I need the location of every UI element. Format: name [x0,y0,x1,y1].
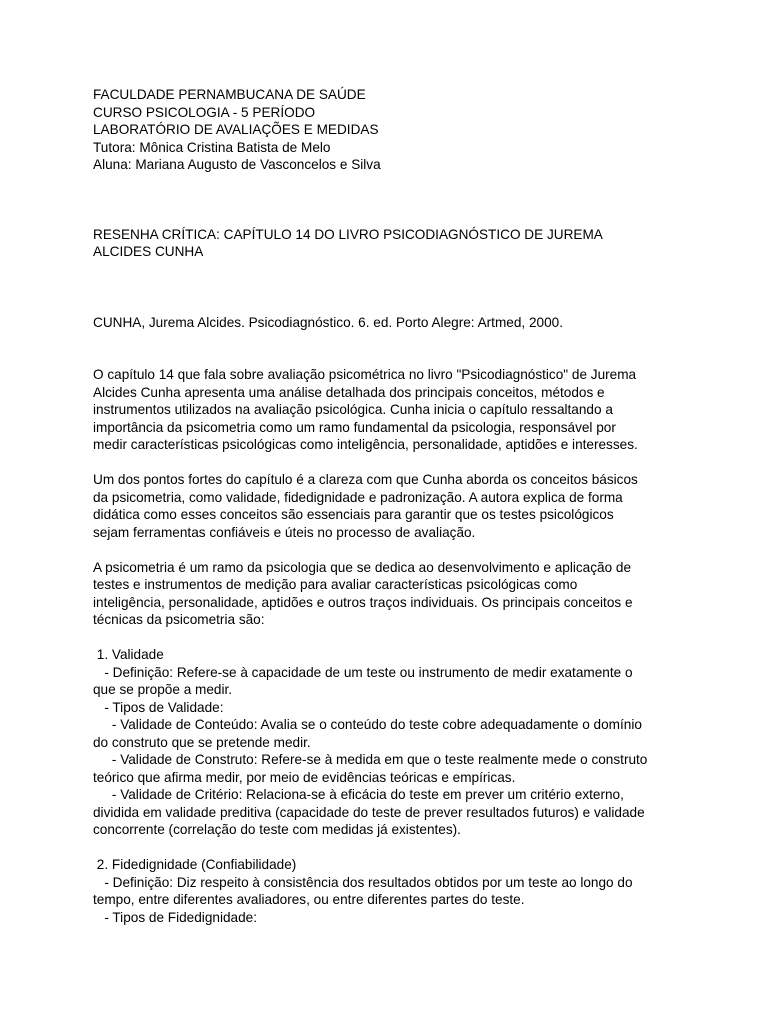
list-line: - Definição: Diz respeito à consistência dos resultados obtidos por um teste ao longo do [93,874,633,890]
list-line: do construto que se pretende medir. [93,734,311,750]
paragraph-line: O capítulo 14 que fala sobre avaliação psicométrica no livro "Psicodiagnóstico" de Jurema [93,367,637,382]
paragraph-line: A psicometria é um ramo da psicologia que se dedica ao desenvolvimento e aplicação de [93,559,632,575]
list-line: tempo, entre diferentes avaliadores, ou entre diferentes partes do teste. [93,892,525,907]
list-line: que se propõe a medir. [93,682,233,697]
document-content [93,86,683,926]
list-line: - Validade de Construto: Refere-se à medida em que o teste realmente mede o construto [93,752,648,767]
list-line: - Definição: Refere-se à capacidade de um teste ou instrumento de medir exatamente o [93,664,633,680]
lab-line: LABORATÓRIO DE AVALIAÇÕES E MEDIDAS [93,122,379,137]
list-section-reliability [93,856,683,926]
list-line: 2. Fidedignidade (Confiabilidade) [93,857,297,872]
title-line: RESENHA CRÍTICA: CAPÍTULO 14 DO LIVRO PSICODIAGNÓSTICO DE JUREMA [93,226,603,242]
title-line: ALCIDES CUNHA [93,244,204,259]
paragraph-line: da psicometria, como validade, fidedignidade e padronização. A autora explica de forma [93,489,623,505]
paragraph [93,559,683,629]
paragraph-line: instrumentos utilizados na avaliação psicológica. Cunha inicia o capítulo ressaltando a [93,402,613,417]
paragraph-line: testes e instrumentos de medição para avaliar características psicológicas como [93,577,578,592]
paragraph [93,471,683,541]
tutor-line: Tutora: Mônica Cristina Batista de Melo [93,139,331,155]
paragraph-line: didática como esses conceitos são essenciais para garantir que os testes psicológicos [93,507,614,522]
course-line: CURSO PSICOLOGIA - 5 PERÍODO [93,104,316,120]
header-block [93,86,683,174]
institution-line: FACULDADE PERNAMBUCANA DE SAÚDE [93,87,366,102]
paragraph-line: Um dos pontos fortes do capítulo é a clareza com que Cunha aborda os conceitos básicos [93,472,638,487]
paragraph [93,366,683,454]
paragraph-line: técnicas da psicometria são: [93,612,265,627]
list-line: - Validade de Conteúdo: Avalia se o conteúdo do teste cobre adequadamente o domínio [93,717,642,732]
paragraph-line: importância da psicometria como um ramo fundamental da psicologia, responsável por [93,419,616,435]
review-title [93,226,683,261]
list-line: teórico que afirma medir, por meio de evidências teóricas e empíricas. [93,769,516,785]
student-line: Aluna: Mariana Augusto de Vasconcelos e Silva [93,157,381,172]
paragraph-line: medir características psicológicas como inteligência, personalidade, aptidões e interesses. [93,437,638,452]
list-line: - Validade de Critério: Relaciona-se à eficácia do teste em prever um critério externo, [93,787,624,802]
list-line: 1. Validade [93,647,164,662]
list-line: - Tipos de Validade: [93,699,224,715]
list-line: concorrente (correlação do teste com medidas já existentes). [93,822,461,837]
list-section-validity [93,646,683,839]
list-line: - Tipos de Fidedignidade: [93,909,257,925]
paragraph-line: sejam ferramentas confiáveis e úteis no processo de avaliação. [93,524,476,540]
paragraph-line: inteligência, personalidade, aptidões e outros traços individuais. Os principais conceitos e [93,594,633,610]
list-line: dividida em validade preditiva (capacidade do teste de prever resultados futuros) e validade [93,804,645,820]
paragraph-line: Alcides Cunha apresenta uma análise detalhada dos principais conceitos, métodos e [93,384,605,400]
bibliographic-reference: CUNHA, Jurema Alcides. Psicodiagnóstico. 6. ed. Porto Alegre: Artmed, 2000. [93,314,563,330]
